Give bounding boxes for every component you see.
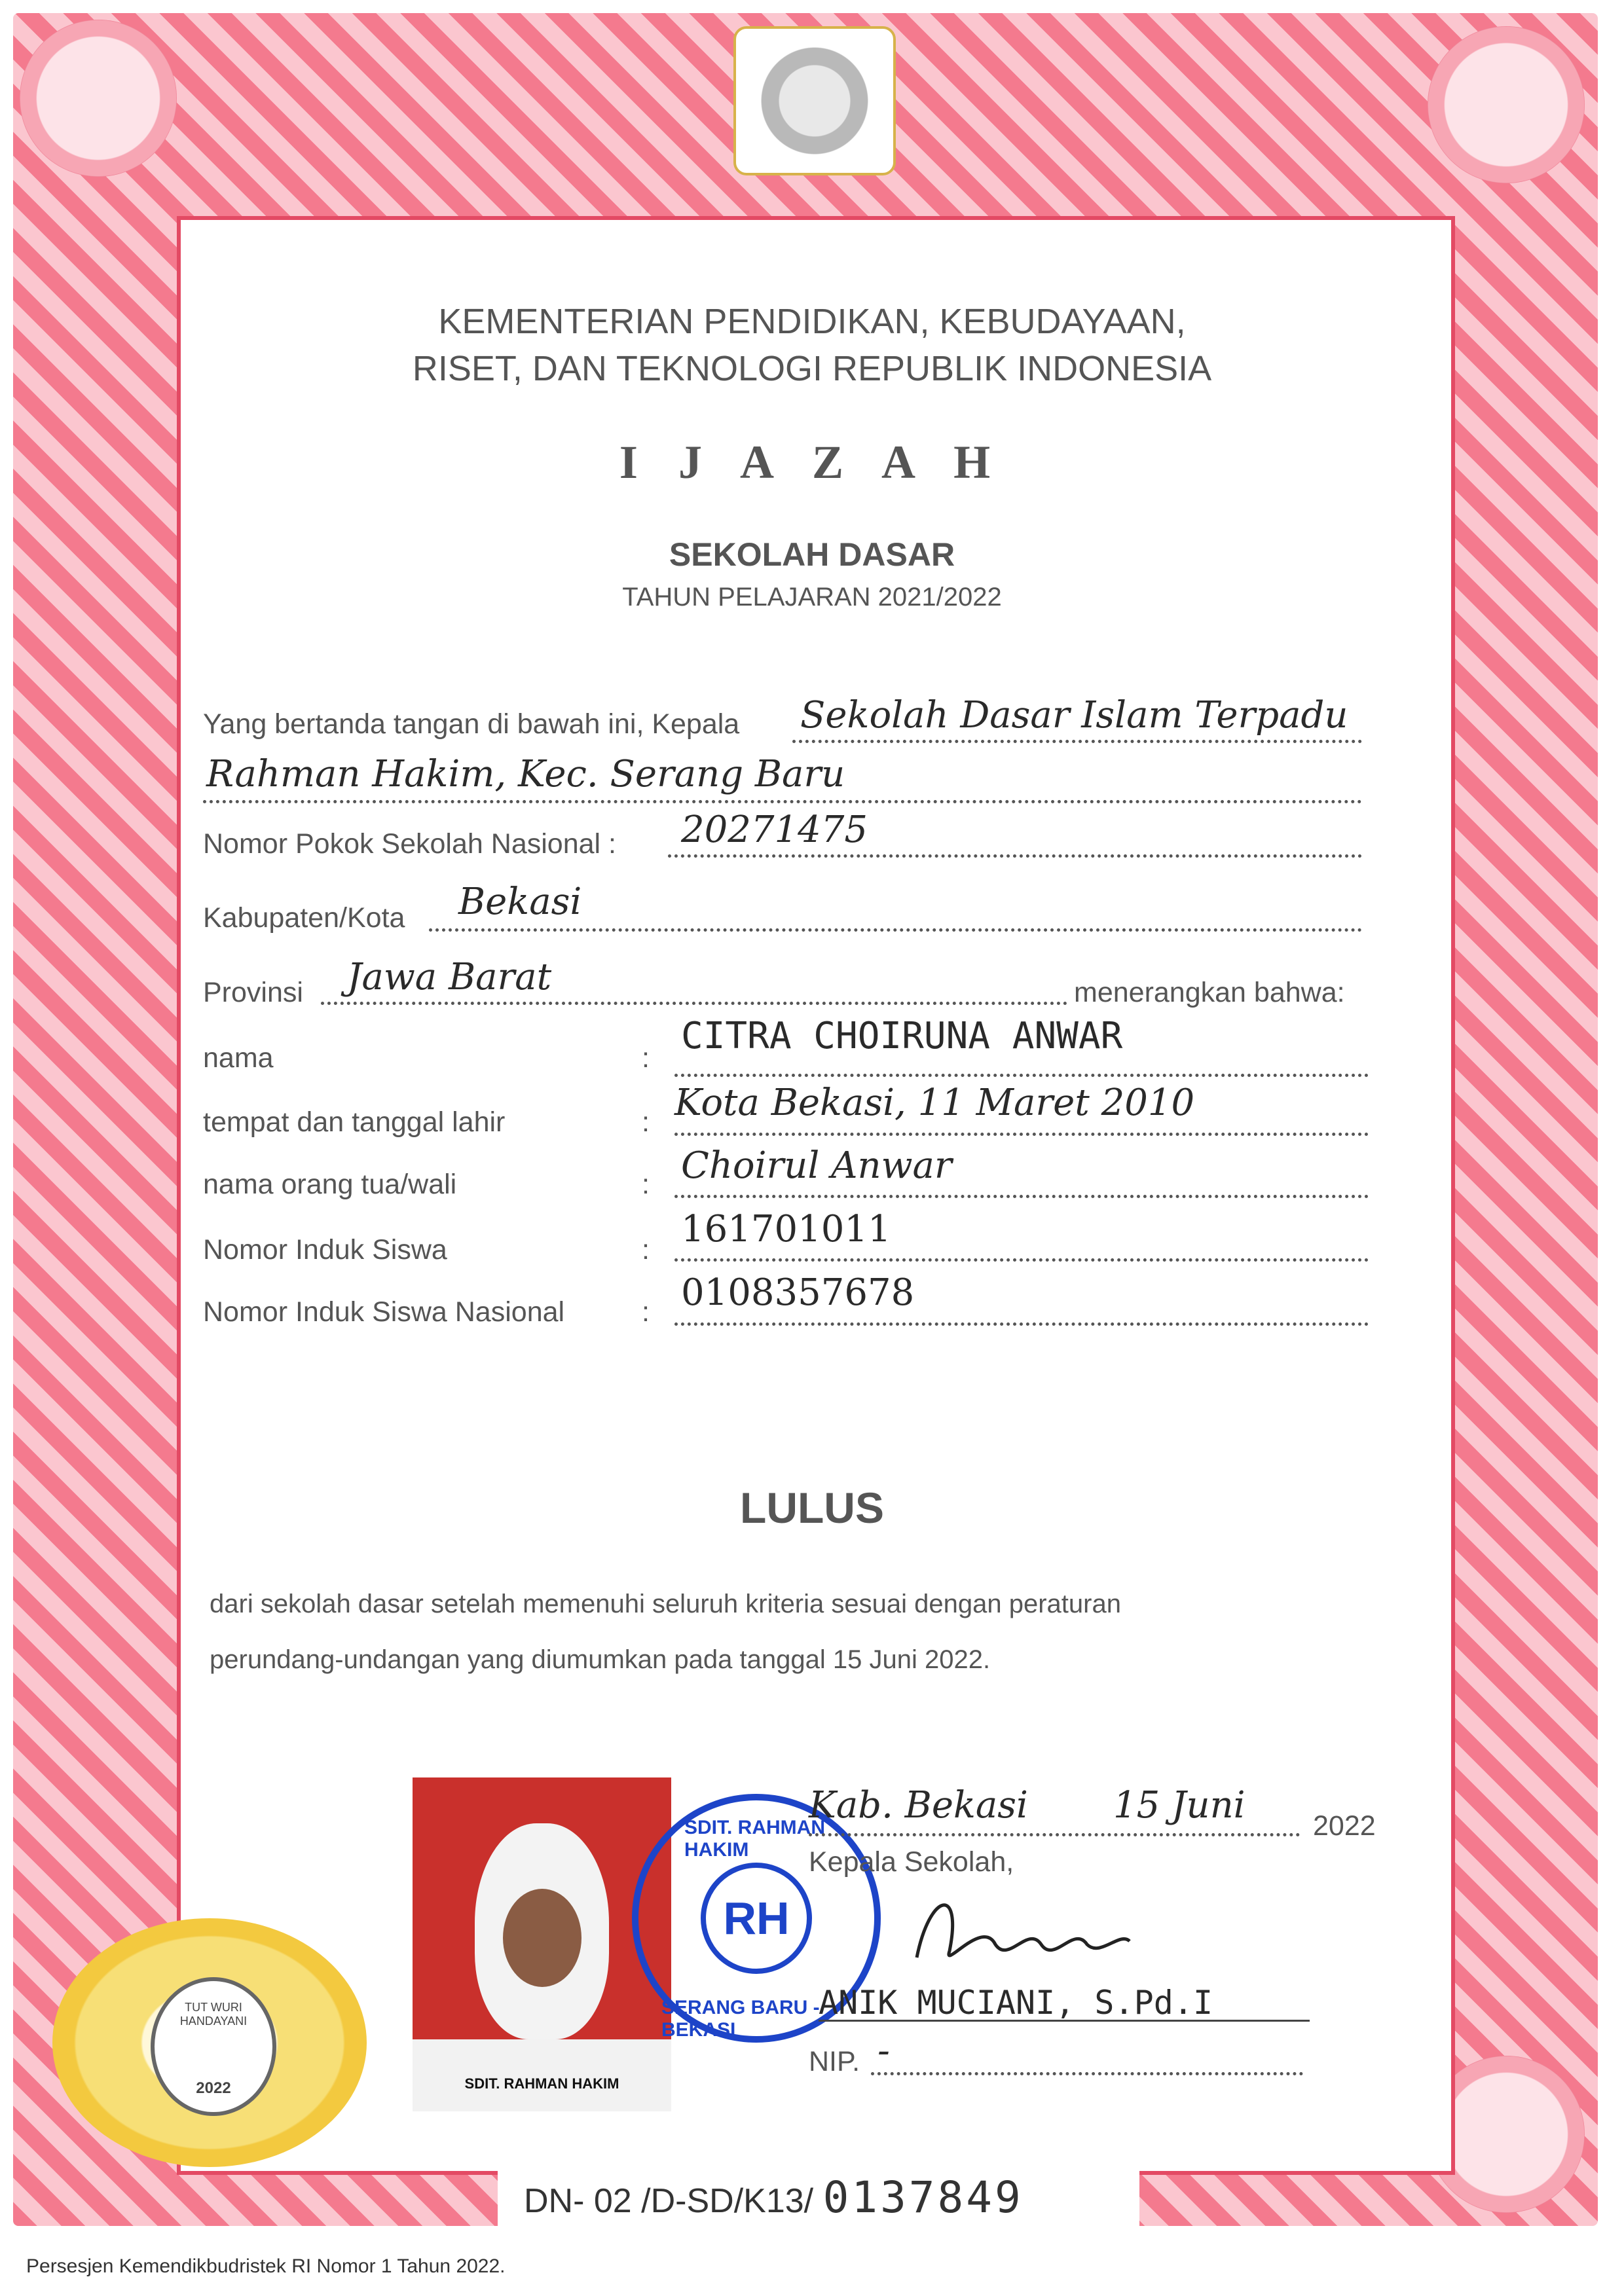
city-value: Bekasi: [458, 881, 582, 923]
sign-date: 15 Juni: [1113, 1784, 1246, 1827]
nisn-value: 0108357678: [681, 1271, 915, 1314]
ministry-heading: [177, 298, 1447, 392]
photo-label: SDIT. RAHMAN HAKIM: [464, 2075, 619, 2092]
dotted-line: [674, 1258, 1369, 1262]
dotted-line: [674, 1195, 1369, 1198]
npsn-label: Nomor Pokok Sekolah Nasional :: [203, 828, 616, 860]
stamp-top-text: SDIT. RAHMAN HAKIM: [684, 1817, 825, 1861]
province-value: Jawa Barat: [347, 956, 552, 998]
colon: :: [642, 1169, 650, 1200]
nis-value: 161701011: [681, 1208, 891, 1250]
parent-label: nama orang tua/wali: [203, 1169, 457, 1200]
nip-label: NIP.: [809, 2046, 860, 2077]
student-name-value: CITRA CHOIRUNA ANWAR: [681, 1015, 1123, 1057]
photo-face: [503, 1889, 581, 1987]
handwritten-signature: [904, 1879, 1139, 1984]
serial-number: [524, 2172, 1024, 2223]
ministry-line-1: KEMENTERIAN PENDIDIKAN, KEBUDAYAAN,: [438, 302, 1186, 341]
garuda-icon: [749, 42, 880, 160]
stamp-monogram: RH: [701, 1863, 812, 1974]
hologram-seal: [52, 1918, 367, 2167]
seal-year: 2022: [196, 2079, 231, 2097]
dotted-line: [321, 1002, 1067, 1005]
colon: :: [642, 1106, 650, 1138]
dotted-line: [674, 1322, 1369, 1326]
parent-value: Choirul Anwar: [681, 1144, 952, 1187]
result-text-line-1: dari sekolah dasar setelah memenuhi seluruh kriteria sesuai dengan peraturan: [210, 1590, 1121, 1618]
nip-value: -: [877, 2030, 890, 2072]
school-name-line-2: Rahman Hakim, Kec. Serang Baru: [206, 753, 845, 795]
garuda-emblem: [733, 26, 896, 175]
dotted-line: [871, 2072, 1303, 2075]
academic-year: TAHUN PELAJARAN 2021/2022: [622, 583, 1002, 611]
stamp-bottom-text: SERANG BARU - BEKASI: [661, 1997, 820, 2041]
birth-value: Kota Bekasi, 11 Maret 2010: [674, 1082, 1195, 1124]
school-name-line-1: Sekolah Dasar Islam Terpadu: [800, 694, 1348, 737]
dotted-line: [674, 1133, 1369, 1136]
npsn-value: 20271475: [681, 809, 868, 851]
dotted-line: [792, 740, 1362, 743]
colon: :: [642, 1042, 650, 1074]
footnote: Persesjen Kemendikbudristek RI Nomor 1 Tahun 2022.: [26, 2255, 506, 2277]
dotted-line: [809, 1833, 1300, 1836]
dotted-line: [674, 1074, 1369, 1077]
corner-ornament-top-right: [1428, 26, 1585, 183]
seal-text: TUT WURI HANDAYANI: [179, 2001, 248, 2028]
serial-prefix: DN- 02 /D-SD/K13/: [524, 2182, 814, 2220]
student-name-label: nama: [203, 1042, 274, 1074]
province-label: Provinsi: [203, 977, 303, 1008]
declares-label: menerangkan bahwa:: [1074, 977, 1345, 1008]
certificate-title: I J A Z A H: [619, 436, 1005, 488]
sign-place: Kab. Bekasi: [809, 1784, 1028, 1827]
birth-label: tempat dan tanggal lahir: [203, 1106, 506, 1138]
corner-ornament-top-left: [20, 20, 177, 177]
nis-label: Nomor Induk Siswa: [203, 1234, 447, 1266]
dotted-line: [668, 854, 1362, 858]
city-label: Kabupaten/Kota: [203, 902, 405, 934]
student-photo: [413, 1777, 671, 2111]
sign-year: 2022: [1313, 1810, 1376, 1842]
school-level: SEKOLAH DASAR: [669, 536, 955, 573]
dotted-line: [203, 800, 1362, 803]
colon: :: [642, 1296, 650, 1328]
sign-role: Kepala Sekolah,: [809, 1846, 1014, 1878]
serial-digits: 0137849: [822, 2172, 1024, 2223]
nisn-label: Nomor Induk Siswa Nasional: [203, 1296, 565, 1328]
signature-line: [819, 2020, 1310, 2022]
intro-label: Yang bertanda tangan di bawah ini, Kepala: [203, 708, 740, 740]
ministry-line-2: RISET, DAN TEKNOLOGI REPUBLIK INDONESIA: [412, 349, 1212, 388]
dotted-line: [429, 928, 1362, 932]
result-status: LULUS: [740, 1484, 884, 1532]
principal-name: ANIK MUCIANI, S.Pd.I: [819, 1984, 1213, 2022]
result-text-line-2: perundang-undangan yang diumumkan pada tanggal 15 Juni 2022.: [210, 1645, 991, 1674]
tut-wuri-handayani-icon: [151, 1977, 276, 2116]
colon: :: [642, 1234, 650, 1266]
